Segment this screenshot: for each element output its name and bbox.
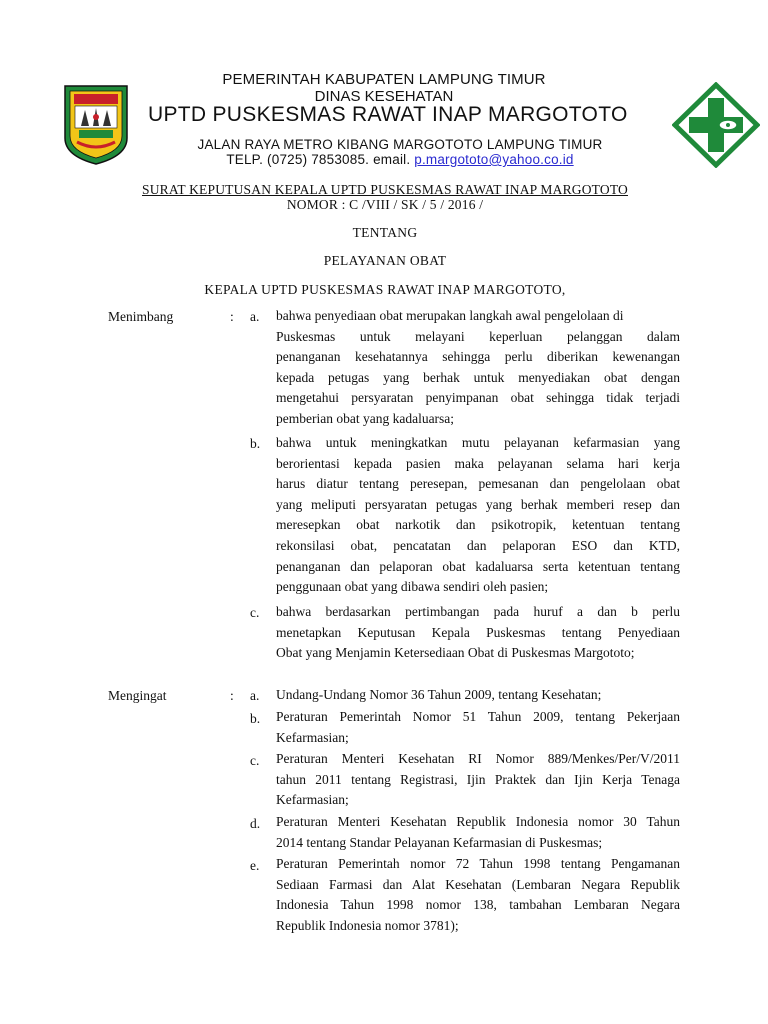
text-line: Puskesmas untuk melayani keperluan pelanggan dalam <box>276 328 680 344</box>
text-line: bahwa penyediaan obat merupakan langkah awal pengelolaan di <box>276 308 624 323</box>
text-line: bahwa untuk meningkatkan mutu pelayanan kefarmasian yang <box>276 435 680 450</box>
text-line: pemberian obat yang kadaluarsa; <box>276 410 455 426</box>
text-line: kepada petugas yang berhak untuk menyediakan obat dengan <box>276 369 680 385</box>
mengingat-letter-d: d. <box>250 816 261 831</box>
mengingat-colon: : <box>230 688 234 703</box>
text-line: menetapkan Keputusan Kepala Puskesmas tentang Penyediaan <box>276 624 680 640</box>
text-line: penggunaan obat yang dibawa sendiri oleh pasien; <box>276 579 549 595</box>
kepala-heading: KEPALA UPTD PUSKESMAS RAWAT INAP MARGOTOTO, <box>204 282 566 297</box>
kop-contact <box>0 152 768 167</box>
text-line: Obat yang Menjamin Ketersediaan Obat di Puskesmas Margototo; <box>276 645 635 661</box>
menimbang-letter-a: a. <box>250 309 260 324</box>
menimbang-item-b <box>276 433 680 598</box>
kop-pemerintah: PEMERINTAH KABUPATEN LAMPUNG TIMUR <box>222 71 546 88</box>
text-line: penanganan dan pelaporan obat kadaluarsa serta ketentuan tentang <box>276 558 680 574</box>
kop-puskesmas-title: UPTD PUSKESMAS RAWAT INAP MARGOTOTO <box>148 103 628 126</box>
mengingat-item-a <box>276 685 680 706</box>
text-line: penanganan kesehatannya sehingga perlu diberikan kewenangan <box>276 349 680 365</box>
mengingat-letter-a: a. <box>250 688 260 703</box>
text-line: 2014 tentang Standar Pelayanan Kefarmasian di Puskesmas; <box>276 834 603 850</box>
menimbang-letter-c: c. <box>250 605 260 620</box>
text-line: Indonesia Tahun 1998 nomor 138, tambahan Lembaran Negara <box>276 897 680 913</box>
text-line: bahwa berdasarkan pertimbangan pada huruf a dan b perlu <box>276 604 680 619</box>
mengingat-item-c <box>276 749 680 811</box>
menimbang-item-c <box>276 602 680 664</box>
text-line: yang meliputi persyaratan petugas yang berhak memberi resep dan <box>276 496 680 512</box>
text-line: Sediaan Farmasi dan Alat Kesehatan (Lembaran Negara Republik <box>276 876 680 892</box>
sk-title: SURAT KEPUTUSAN KEPALA UPTD PUSKESMAS RAWAT INAP MARGOTOTO <box>142 182 628 197</box>
text-line: meresepkan obat narkotik dan psikotropik, ketentuan tentang <box>276 517 680 533</box>
puskesmas-logo <box>672 82 760 168</box>
kop-phone: TELP. (0725) 7853085. email. <box>226 152 415 167</box>
mengingat-item-e <box>276 854 680 936</box>
text-line: berorientasi kepada pasien maka pelayanan selama hari kerja <box>276 455 680 471</box>
menimbang-colon: : <box>230 309 234 324</box>
text-line: Peraturan Pemerintah nomor 72 Tahun 1998 tentang Pengamanan <box>276 856 680 871</box>
mengingat-letter-c: c. <box>250 753 260 768</box>
mengingat-item-d <box>276 812 680 853</box>
text-line: rekonsilasi obat, pencatatan dan pelaporan ESO dan KTD, <box>276 537 680 553</box>
kop-dinas: DINAS KESEHATAN <box>314 88 454 105</box>
text-line: Peraturan Menteri Kesehatan RI Nomor 889/Menkes/Per/V/2011 <box>276 751 680 766</box>
mengingat-letter-b: b. <box>250 711 261 726</box>
text-line: Peraturan Pemerintah Nomor 51 Tahun 2009, tentang Pekerjaan <box>276 709 680 724</box>
text-line: Kefarmasian; <box>276 729 349 745</box>
mengingat-item-b <box>276 707 680 748</box>
tentang-heading: TENTANG <box>352 225 418 240</box>
menimbang-letter-b: b. <box>250 436 261 451</box>
menimbang-label: Menimbang <box>108 309 174 324</box>
text-line: Kefarmasian; <box>276 792 349 808</box>
mengingat-label: Mengingat <box>108 688 167 703</box>
text-line: Peraturan Menteri Kesehatan Republik Indonesia nomor 30 Tahun <box>276 814 680 829</box>
perihal-heading: PELAYANAN OBAT <box>323 253 447 268</box>
text-line: Undang-Undang Nomor 36 Tahun 2009, tentang Kesehatan; <box>276 687 602 702</box>
text-line: mengetahui persyaratan penyimpanan obat sehingga tidak terjadi <box>276 390 680 406</box>
sk-nomor: NOMOR : C /VIII / SK / 5 / 2016 / <box>286 197 484 212</box>
text-line: harus diatur tentang peresepan, pemesanan dan pengelolaan obat <box>276 476 680 492</box>
kop-address: JALAN RAYA METRO KIBANG MARGOTOTO LAMPUNG TIMUR <box>197 137 603 152</box>
menimbang-item-a <box>276 306 680 430</box>
text-line: tahun 2011 tentang Registrasi, Ijin Praktek dan Ijin Kerja Tenaga <box>276 771 680 787</box>
mengingat-letter-e: e. <box>250 858 260 873</box>
text-line: Republik Indonesia nomor 3781); <box>276 917 459 933</box>
email-link[interactable]: p.margototo@yahoo.co.id <box>414 152 574 167</box>
